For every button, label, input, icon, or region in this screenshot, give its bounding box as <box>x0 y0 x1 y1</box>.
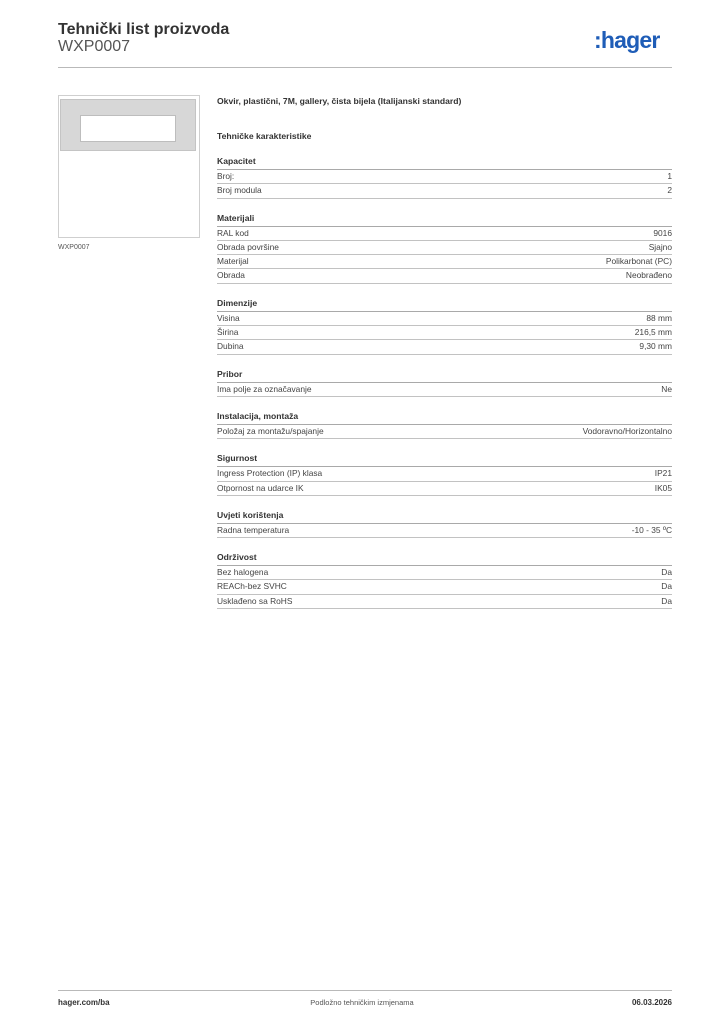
section-title: Sigurnost <box>217 452 672 467</box>
spec-label: Broj modula <box>217 185 262 196</box>
spec-row <box>217 255 672 269</box>
spec-row <box>217 566 672 580</box>
spec-label: Obrada površine <box>217 241 279 252</box>
hager-logo[interactable]: :hager <box>594 27 660 53</box>
section-odrzivost <box>217 551 672 609</box>
section-title: Uvjeti korištenja <box>217 509 672 524</box>
header-divider <box>58 67 672 68</box>
section-pribor <box>217 368 672 397</box>
spec-row <box>217 383 672 397</box>
section-title: Materijali <box>217 212 672 227</box>
frame-outer-shape <box>60 99 196 151</box>
spec-row <box>217 326 672 340</box>
section-instalacija <box>217 410 672 439</box>
frame-opening-shape <box>80 115 176 142</box>
spec-label: Širina <box>217 327 239 338</box>
spec-row <box>217 482 672 496</box>
spec-row <box>217 170 672 184</box>
section-uvjeti <box>217 509 672 538</box>
section-kapacitet <box>217 155 672 199</box>
spec-value: Sjajno <box>648 241 672 252</box>
spec-label: Obrada <box>217 270 245 281</box>
product-description: Okvir, plastični, 7M, gallery, čista bijela (Italijanski standard) <box>217 96 462 106</box>
spec-label: Visina <box>217 312 240 323</box>
section-title: Kapacitet <box>217 155 672 170</box>
spec-label: Broj: <box>217 171 235 181</box>
spec-label: Ingress Protection (IP) klasa <box>217 468 323 479</box>
spec-value: Da <box>661 581 672 592</box>
spec-value: Vodoravno/Horizontalno <box>582 425 672 436</box>
spec-label: RAL kod <box>217 227 249 238</box>
spec-value: 88 mm <box>646 312 672 323</box>
section-dimenzije <box>217 297 672 355</box>
footer-note: Podložno tehničkim izmjenama <box>310 998 414 1007</box>
spec-row <box>217 524 672 538</box>
spec-value: IP21 <box>654 468 672 479</box>
spec-content <box>217 95 672 609</box>
spec-value: 2 <box>667 185 672 196</box>
spec-value: Da <box>661 595 672 606</box>
spec-value: 216,5 mm <box>634 327 672 338</box>
section-materijali <box>217 212 672 284</box>
spec-value: 9,30 mm <box>639 341 672 352</box>
spec-value: Ne <box>661 383 672 394</box>
spec-row <box>217 580 672 594</box>
product-code: WXP0007 <box>58 38 131 55</box>
section-title: Održivost <box>217 551 672 566</box>
spec-row <box>217 241 672 255</box>
spec-value: -10 - 35 ºC <box>631 524 672 535</box>
spec-row <box>217 227 672 241</box>
spec-label: Ima polje za označavanje <box>217 383 312 394</box>
spec-label: Položaj za montažu/spajanje <box>217 425 324 436</box>
spec-row <box>217 340 672 354</box>
footer-date: 06.03.2026 <box>631 998 672 1007</box>
spec-row <box>217 312 672 326</box>
spec-value: IK05 <box>654 482 672 493</box>
spec-value: 9016 <box>653 227 672 238</box>
spec-value: Polikarbonat (PC) <box>605 256 672 267</box>
spec-label: Usklađeno sa RoHS <box>217 595 293 606</box>
spec-value: 1 <box>667 171 672 181</box>
spec-label: REACh-bez SVHC <box>217 581 287 592</box>
spec-row <box>217 595 672 609</box>
spec-row <box>217 467 672 481</box>
spec-value: Neobrađeno <box>625 270 672 281</box>
spec-label: Otpornost na udarce IK <box>217 482 304 493</box>
spec-row <box>217 184 672 198</box>
spec-value: Da <box>661 567 672 578</box>
spec-label: Materijal <box>217 256 249 267</box>
spec-label: Radna temperatura <box>217 524 290 535</box>
section-sigurnost <box>217 452 672 496</box>
spec-row <box>217 425 672 439</box>
section-title: Instalacija, montaža <box>217 410 672 425</box>
footer-website-link[interactable]: hager.com/ba <box>58 998 110 1007</box>
product-image <box>58 95 200 238</box>
spec-label: Dubina <box>217 341 244 352</box>
footer-divider <box>58 990 672 991</box>
image-caption: WXP0007 <box>58 244 90 251</box>
section-title: Pribor <box>217 368 672 383</box>
section-title: Dimenzije <box>217 297 672 312</box>
page-title: Tehnički list proizvoda <box>58 21 230 38</box>
technical-heading: Tehničke karakteristike <box>217 131 312 141</box>
spec-row <box>217 269 672 283</box>
spec-label: Bez halogena <box>217 567 269 578</box>
